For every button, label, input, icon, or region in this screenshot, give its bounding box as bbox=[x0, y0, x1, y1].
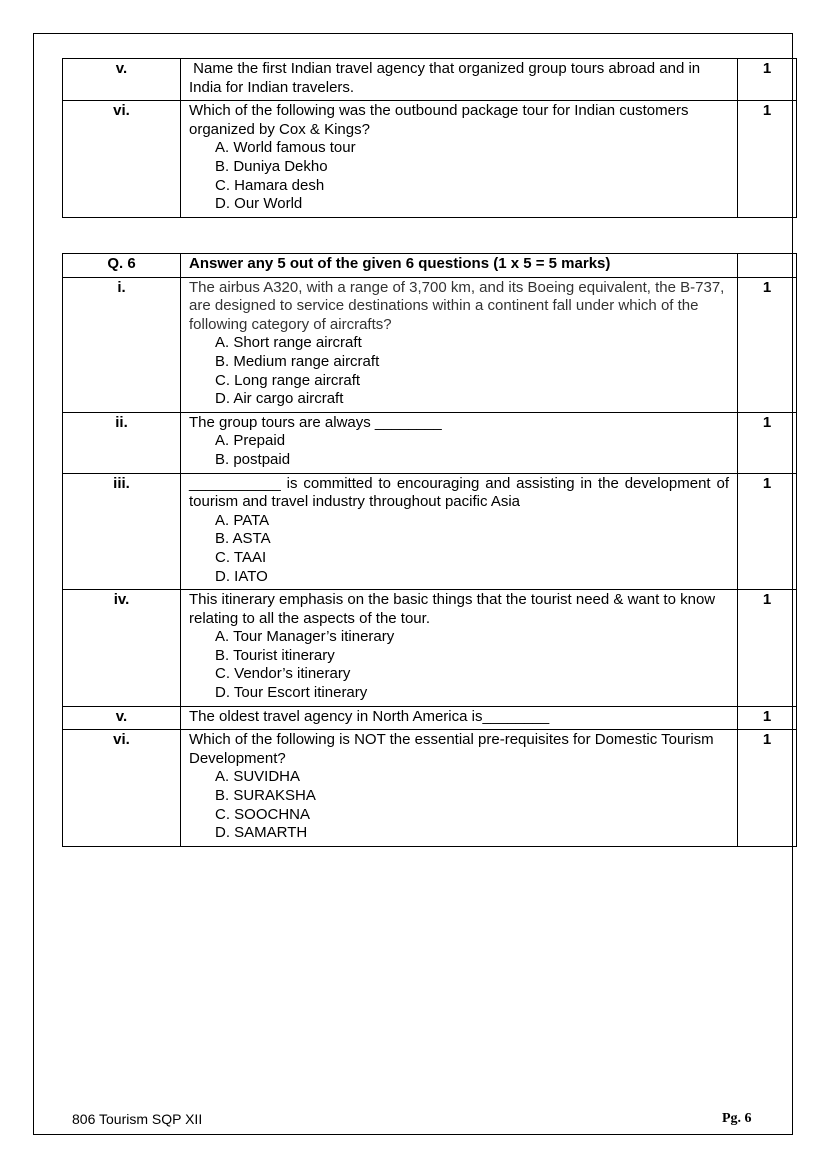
question-text: Name the first Indian travel agency that organized group tours abroad and in India for Indian travelers. bbox=[189, 60, 705, 96]
section-header-row bbox=[63, 254, 797, 278]
question-row bbox=[63, 590, 797, 707]
section-heading: Answer any 5 out of the given 6 questions (1 x 5 = 5 marks) bbox=[181, 254, 738, 278]
question-number: vi. bbox=[63, 730, 181, 847]
question-row bbox=[63, 277, 797, 412]
marks: 1 bbox=[738, 412, 797, 473]
questions-table-q6 bbox=[62, 253, 797, 847]
question-cell bbox=[181, 706, 738, 730]
marks bbox=[738, 254, 797, 278]
option: C. Vendor’s itinerary bbox=[215, 665, 351, 683]
question-number: ii. bbox=[63, 412, 181, 473]
marks: 1 bbox=[738, 277, 797, 412]
option: A. PATA bbox=[215, 511, 270, 529]
option: D. IATO bbox=[215, 567, 268, 585]
option: D. Tour Escort itinerary bbox=[215, 684, 368, 702]
option: D. Air cargo aircraft bbox=[215, 390, 344, 408]
option: B. Duniya Dekho bbox=[215, 157, 328, 175]
question-number: v. bbox=[63, 706, 181, 730]
option: A. Prepaid bbox=[215, 432, 286, 450]
question-number: iii. bbox=[63, 473, 181, 590]
option: A. SUVIDHA bbox=[215, 768, 301, 786]
option: B. postpaid bbox=[215, 450, 291, 468]
question-cell bbox=[181, 730, 738, 847]
question-cell bbox=[181, 473, 738, 590]
option: A. World famous tour bbox=[215, 139, 356, 157]
question-text: Which of the following is NOT the essential pre-requisites for Domestic Tourism Development? bbox=[189, 731, 714, 767]
option: A. Tour Manager’s itinerary bbox=[215, 628, 395, 646]
footer-document-title: 806 Tourism SQP XII bbox=[72, 1111, 203, 1127]
question-text: This itinerary emphasis on the basic things that the tourist need & want to know relating to all the aspects of the tour. bbox=[189, 591, 716, 627]
option: D. SAMARTH bbox=[215, 824, 308, 842]
question-number: v. bbox=[63, 59, 181, 101]
marks: 1 bbox=[738, 706, 797, 730]
questions-table-continued bbox=[62, 58, 797, 218]
marks: 1 bbox=[738, 59, 797, 101]
question-row bbox=[63, 101, 797, 218]
option: A. Short range aircraft bbox=[215, 334, 362, 352]
option: B. Tourist itinerary bbox=[215, 646, 335, 664]
marks: 1 bbox=[738, 590, 797, 707]
question-cell bbox=[181, 101, 738, 218]
footer-page-number: Pg. 6 bbox=[722, 1111, 752, 1126]
section-number: Q. 6 bbox=[63, 254, 181, 278]
option: D. Our World bbox=[215, 195, 303, 213]
question-cell bbox=[181, 412, 738, 473]
option: C. Long range aircraft bbox=[215, 371, 361, 389]
option: C. TAAI bbox=[215, 548, 267, 566]
option: B. ASTA bbox=[215, 530, 271, 548]
marks: 1 bbox=[738, 473, 797, 590]
question-row bbox=[63, 412, 797, 473]
marks: 1 bbox=[738, 730, 797, 847]
question-number: i. bbox=[63, 277, 181, 412]
question-row bbox=[63, 473, 797, 590]
question-number: vi. bbox=[63, 101, 181, 218]
question-cell bbox=[181, 277, 738, 412]
question-number: iv. bbox=[63, 590, 181, 707]
question-text: ___________ is committed to encouraging and assisting in the development of tourism and travel industry throughout pacific Asia bbox=[189, 474, 729, 511]
marks: 1 bbox=[738, 101, 797, 218]
question-row bbox=[63, 706, 797, 730]
question-row bbox=[63, 730, 797, 847]
question-text: The oldest travel agency in North America is________ bbox=[189, 707, 550, 725]
question-cell bbox=[181, 590, 738, 707]
option: B. Medium range aircraft bbox=[215, 352, 380, 370]
question-text: The group tours are always ________ bbox=[189, 413, 442, 431]
question-text: The airbus A320, with a range of 3,700 km, and its Boeing equivalent, the B-737, are designed to service destinations within a continent fall under which of the following category of aircrafts? bbox=[189, 278, 725, 333]
option: C. SOOCHNA bbox=[215, 805, 311, 823]
question-text: Which of the following was the outbound package tour for Indian customers organized by Cox & Kings? bbox=[189, 102, 689, 138]
question-cell bbox=[181, 59, 738, 101]
option: C. Hamara desh bbox=[215, 176, 325, 194]
option: B. SURAKSHA bbox=[215, 787, 316, 805]
question-row bbox=[63, 59, 797, 101]
